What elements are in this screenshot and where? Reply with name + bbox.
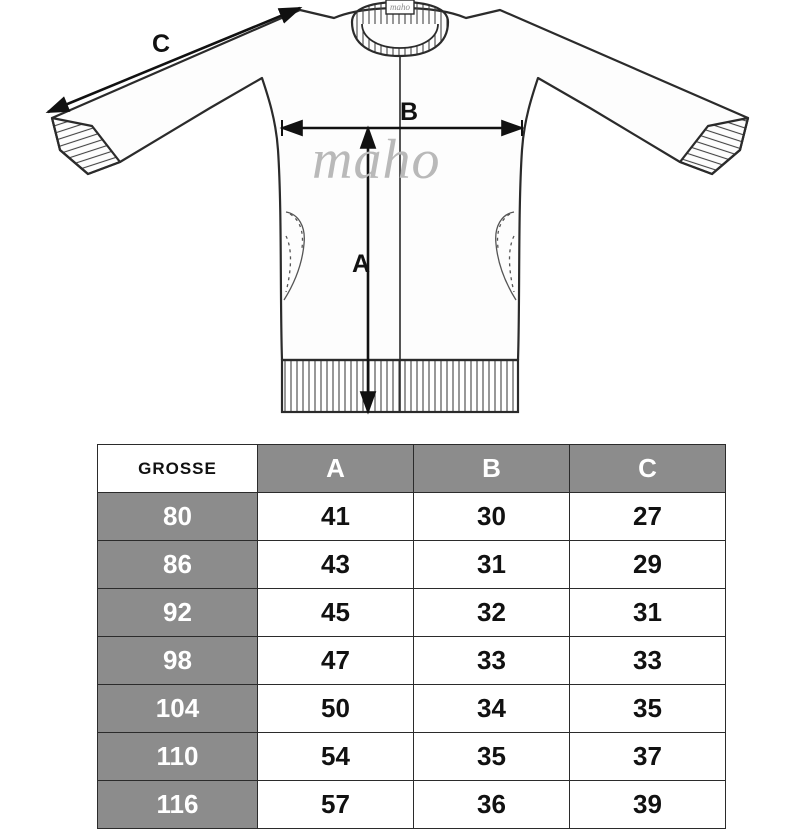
- table-row: [98, 637, 726, 685]
- cell-c: 27: [570, 493, 726, 541]
- table-row: [98, 541, 726, 589]
- cell-c: 31: [570, 589, 726, 637]
- cell-a: 54: [258, 733, 414, 781]
- measure-label-b: B: [400, 98, 419, 126]
- column-header-b: B: [414, 445, 570, 493]
- size-table: [97, 444, 726, 829]
- cell-b: 31: [414, 541, 570, 589]
- table-row: [98, 781, 726, 829]
- cell-a: 41: [258, 493, 414, 541]
- table-row: [98, 493, 726, 541]
- cell-b: 32: [414, 589, 570, 637]
- cell-a: 47: [258, 637, 414, 685]
- cell-size: 86: [98, 541, 258, 589]
- svg-text:maho: maho: [390, 2, 410, 12]
- cell-c: 29: [570, 541, 726, 589]
- column-header-a: A: [258, 445, 414, 493]
- table-header-row: [98, 445, 726, 493]
- cell-b: 33: [414, 637, 570, 685]
- cell-c: 33: [570, 637, 726, 685]
- cell-size: 80: [98, 493, 258, 541]
- neck-label-tag: [386, 0, 414, 14]
- cell-size: 92: [98, 589, 258, 637]
- measure-label-a: A: [352, 250, 371, 278]
- table-row: [98, 733, 726, 781]
- cell-size: 116: [98, 781, 258, 829]
- cell-b: 30: [414, 493, 570, 541]
- cell-a: 57: [258, 781, 414, 829]
- measure-label-c: C: [152, 30, 171, 58]
- cell-size: 110: [98, 733, 258, 781]
- cell-b: 36: [414, 781, 570, 829]
- size-chart: [97, 444, 725, 829]
- brand-watermark: maho: [312, 129, 441, 191]
- table-row: [98, 685, 726, 733]
- table-row: [98, 589, 726, 637]
- cell-a: 45: [258, 589, 414, 637]
- cell-c: 37: [570, 733, 726, 781]
- cell-a: 43: [258, 541, 414, 589]
- cell-b: 34: [414, 685, 570, 733]
- cell-c: 39: [570, 781, 726, 829]
- cell-size: 104: [98, 685, 258, 733]
- cell-a: 50: [258, 685, 414, 733]
- cell-c: 35: [570, 685, 726, 733]
- cell-b: 35: [414, 733, 570, 781]
- column-header-c: C: [570, 445, 726, 493]
- cell-size: 98: [98, 637, 258, 685]
- column-header-size: GROSSE: [98, 445, 258, 493]
